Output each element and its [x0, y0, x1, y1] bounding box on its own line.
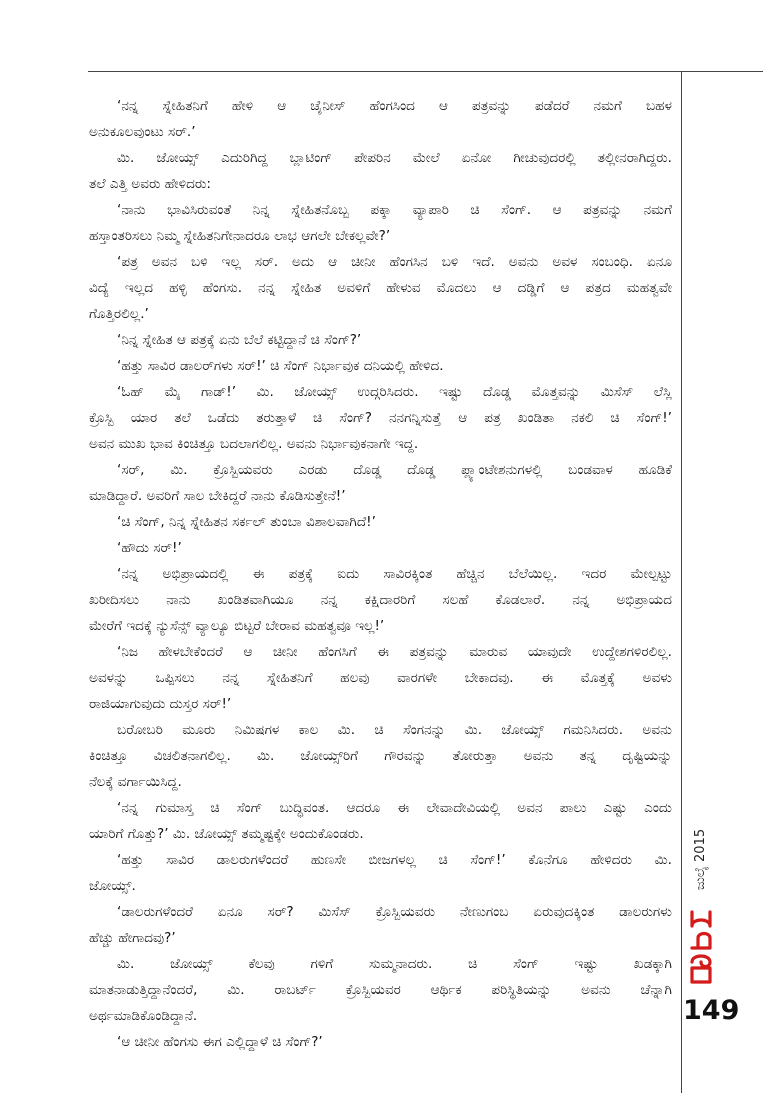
- margin-rule: [681, 71, 682, 1093]
- text-line: ಕಿಂಚಿತ್ತೂ ವಿಚಲಿತನಾಗಲಿಲ್ಲ. ಮಿ. ಜೋಯ್ಸ್‌ರಿಗೆ ಗೌರವನ್ನು ತೋರುತ್ತಾ ಅವನು ತನ್ನ ದೃಷ್ಟಿಯನ್ನು: [89, 748, 672, 764]
- text-line: ‘ಹೌದು ಸರ್!’: [117, 540, 182, 556]
- text-line: ಖರೀದಿಸಲು ನಾನು ಖಂಡಿತವಾಗಿಯೂ ನನ್ನ ಕಕ್ಷಿದಾರರಿಗೆ ಸಲಹೆ ಕೊಡಲಾರೆ. ನನ್ನ ಅಭಿಪ್ರಾಯದ: [89, 592, 672, 608]
- issue-date-text: ಜುಲೈ 2015: [693, 828, 709, 890]
- text-line: ತಲೆ ಎತ್ತಿ ಅವರು ಹೇಳಿದರು:: [89, 176, 211, 192]
- text-line: ನೆಲಕ್ಕೆ ವರ್ಗಾಯಿಸಿದ್ದ.: [89, 774, 182, 790]
- text-line: ಮಾಡಿದ್ದಾರೆ. ಅವರಿಗೆ ಸಾಲ ಬೇಕಿದ್ದರೆ ನಾನು ಕೊಡಿಸುತ್ತೇನೆ!’: [89, 488, 346, 504]
- text-line: ಮಾತನಾಡುತ್ತಿದ್ದಾನೆಂದರೆ, ಮಿ. ರಾಬರ್ಟ್ ಕ್ರೊಸ್ಬಿಯವರ ಆರ್ಥಿಕ ಪರಿಸ್ಥಿತಿಯನ್ನು ಅವನು ಚೆನ್ನಾಗಿ: [89, 982, 672, 998]
- text-line: ‘ಸರ್, ಮಿ. ಕ್ರೊಸ್ಬಿಯವರು ಎರಡು ದೊಡ್ಡ ದೊಡ್ಡ ಪ್ಲ್ಯಾಂಟೇಶನುಗಳಲ್ಲಿ ಬಂಡವಾಳ ಹೂಡಿಕೆ: [117, 462, 672, 478]
- text-line: ‘ನಿಜ ಹೇಳಬೇಕೆಂದರೆ ಆ ಚೀನೀ ಹೆಂಗಸಿಗೆ ಈ ಪತ್ರವನ್ನು ಮಾರುವ ಯಾವುದೇ ಉದ್ದೇಶಗಳಿರಲಿಲ್ಲ.: [117, 644, 672, 660]
- text-line: ಕ್ರೊಸ್ಬಿ ಯಾರ ತಲೆ ಒಡೆದು ತರುತ್ತಾಳೆ ಚಿ ಸೆಂಗ್? ನನಗನ್ನಿಸುತ್ತೆ ಆ ಪತ್ರ ಖಂಡಿತಾ ನಕಲಿ ಚಿ ಸೆಂಗ್!’: [89, 410, 672, 426]
- text-line: ‘ಓಹ್ ಮೈ ಗಾಡ್!’ ಮಿ. ಜೋಯ್ಸ್ ಉದ್ಗರಿಸಿದರು. ಇಷ್ಟು ದೊಡ್ಡ ಮೊತ್ತವನ್ನು ಮಿಸೆಸ್ ಲೆಸ್ಲಿ: [117, 384, 672, 400]
- header-rule: [88, 71, 763, 72]
- text-line: ಜೋಯ್ಸ್.: [89, 878, 136, 894]
- page-number: 149: [683, 995, 740, 1026]
- text-line: ವಿದ್ಯೆ ಇಲ್ಲದ ಹಳ್ಳಿ ಹೆಂಗಸು. ನನ್ನ ಸ್ನೇಹಿತ ಅವಳಿಗೆ ಹೇಳುವ ಮೊದಲು ಆ ದಡ್ಡಿಗೆ ಆ ಪತ್ರದ ಮಹತ್ವವೇ: [89, 280, 672, 296]
- text-line: ‘ನನ್ನ ಗುಮಾಸ್ತ ಚಿ ಸೆಂಗ್ ಬುದ್ಧಿವಂತ. ಆದರೂ ಈ ಲೇವಾದೇವಿಯಲ್ಲಿ ಅವನ ಪಾಲು ಎಷ್ಟು ಎಂದು: [117, 800, 672, 816]
- text-line: ಮಿ. ಜೋಯ್ಸ್ ಎದುರಿಗಿದ್ದ ಬ್ಲಾಟಿಂಗ್ ಪೇಪರಿನ ಮೇಲೆ ಏನೋ ಗೀಚುವುದರಲ್ಲಿ ತಲ್ಲೀನರಾಗಿದ್ದರು.: [117, 150, 672, 166]
- text-line: ‘ಚಿ ಸೆಂಗ್, ನಿನ್ನ ಸ್ನೇಹಿತನ ಸರ್ಕಲ್ ತುಂಬಾ ವಿಶಾಲವಾಗಿದೆ!’: [117, 514, 376, 530]
- text-line: ಮಿ. ಜೋಯ್ಸ್ ಕೆಲವು ಗಳಿಗೆ ಸುಮ್ಮನಾದರು. ಚಿ ಸೆಂಗ್ ಇಷ್ಟು ಖಡಕ್ಕಾಗಿ: [117, 956, 672, 972]
- text-line: ಯಾರಿಗೆ ಗೊತ್ತು?’ ಮಿ. ಜೋಯ್ಸ್ ತಮ್ಮಷ್ಟಕ್ಕೇ ಅಂದುಕೊಂಡರು.: [89, 826, 364, 842]
- text-line: ‘ಪತ್ರ ಅವನ ಬಳಿ ಇಲ್ಲ ಸರ್. ಅದು ಆ ಚೀನೀ ಹೆಂಗಸಿನ ಬಳಿ ಇದೆ. ಅವನು ಅವಳ ಸಂಬಂಧಿ. ಏನೂ: [117, 254, 672, 270]
- text-line: ಹಸ್ತಾಂತರಿಸಲು ನಿಮ್ಮ ಸ್ನೇಹಿತನಿಗೇನಾದರೂ ಲಾಭ ಆಗಲೇ ಬೇಕಲ್ಲವೇ?’: [89, 228, 391, 244]
- text-line: ‘ಹತ್ತು ಸಾವಿರ ಡಾಲರ್‌ಗಳು ಸರ್!’ ಚಿ ಸೆಂಗ್ ನಿರ್ಭಾವುಕ ದನಿಯಲ್ಲಿ ಹೇಳಿದ.: [117, 358, 444, 374]
- text-line: ‘ಡಾಲರುಗಳೆಂದರೆ ಏನೂ ಸರ್? ಮಿಸೆಸ್ ಕ್ರೊಸ್ಬಿಯವರು ನೇಣುಗಂಬ ಏರುವುದಕ್ಕಿಂತ ಡಾಲರುಗಳು: [117, 904, 672, 920]
- text-line: ‘ನಿನ್ನ ಸ್ನೇಹಿತ ಆ ಪತ್ರಕ್ಕೆ ಏನು ಬೆಲೆ ಕಟ್ಟಿದ್ದಾನೆ ಚಿ ಸೆಂಗ್?’: [117, 332, 362, 348]
- text-line: ಮೇರೆಗೆ ಇದಕ್ಕೆ ನ್ಯುಸೆನ್ಸ್ ವ್ಯಾಲ್ಯೂ ಬಿಟ್ಟರೆ ಬೇರಾವ ಮಹತ್ವವೂ ಇಲ್ಲ!’: [89, 618, 385, 634]
- text-line: ಅನುಕೂಲವುಂಟು ಸರ್.’: [89, 124, 196, 140]
- text-line: ಅರ್ಥಮಾಡಿಕೊಂಡಿದ್ದಾನೆ.: [89, 1008, 198, 1024]
- text-line: ಅವನ ಮುಖ ಭಾವ ಕಿಂಚಿತ್ತೂ ಬದಲಾಗಲಿಲ್ಲ. ಅವನು ನಿರ್ಭಾವುಕನಾಗೇ ಇದ್ದ.: [89, 436, 419, 452]
- magazine-logo: [688, 904, 714, 988]
- text-line: ‘ನನ್ನ ಸ್ನೇಹಿತನಿಗೆ ಹೇಳಿ ಆ ಚೈನೀಸ್ ಹೆಂಗಸಿಂದ ಆ ಪತ್ರವನ್ನು ಪಡೆದರೆ ನಮಗೆ ಬಹಳ: [117, 98, 672, 114]
- text-line: ‘ಆ ಚೀನೀ ಹೆಂಗಸು ಈಗ ಎಲ್ಲಿದ್ದಾಳೆ ಚಿ ಸೆಂಗ್?’: [117, 1034, 323, 1050]
- text-line: ಬರೋಬರಿ ಮೂರು ನಿಮಿಷಗಳ ಕಾಲ ಮಿ. ಚಿ ಸೆಂಗನನ್ನು ಮಿ. ಜೋಯ್ಸ್ ಗಮನಿಸಿದರು. ಅವನು: [117, 722, 672, 738]
- text-line: ಹೆಚ್ಚು ಹೇಗಾದವು?’: [89, 930, 176, 946]
- text-line: ‘ಹತ್ತು ಸಾವಿರ ಡಾಲರುಗಳೆಂದರೆ ಹುಣಸೇ ಬೀಜಗಳಲ್ಲ ಚಿ ಸೆಂಗ್!’ ಕೊನೆಗೂ ಹೇಳಿದರು ಮಿ.: [117, 852, 672, 868]
- text-line: ಅವಳನ್ನು ಒಪ್ಪಿಸಲು ನನ್ನ ಸ್ನೇಹಿತನಿಗೆ ಹಲವು ವಾರಗಳೇ ಬೇಕಾದವು. ಈ ಮೊತ್ತಕ್ಕೆ ಅವಳು: [89, 670, 672, 686]
- text-line: ರಾಜಿಯಾಗುವುದು ದುಸ್ತರ ಸರ್!’: [89, 696, 232, 712]
- text-line: ‘ನನ್ನ ಅಭಿಪ್ರಾಯದಲ್ಲಿ ಈ ಪತ್ರಕ್ಕೆ ಐದು ಸಾವಿರಕ್ಕಿಂತ ಹೆಚ್ಚಿನ ಬೆಲೆಯಿಲ್ಲ. ಇದರ ಮೇಲ್ಪಟ್ಟು: [117, 566, 672, 582]
- text-line: ‘ನಾನು ಭಾವಿಸಿರುವಂತೆ ನಿನ್ನ ಸ್ನೇಹಿತನೊಬ್ಬ ಪಕ್ಕಾ ವ್ಯಾಪಾರಿ ಚಿ ಸೆಂಗ್. ಆ ಪತ್ರವನ್ನು ನಮಗೆ: [117, 202, 672, 218]
- issue-date: [690, 820, 712, 898]
- text-line: ಗೊತ್ತಿರಲಿಲ್ಲ.’: [89, 306, 149, 322]
